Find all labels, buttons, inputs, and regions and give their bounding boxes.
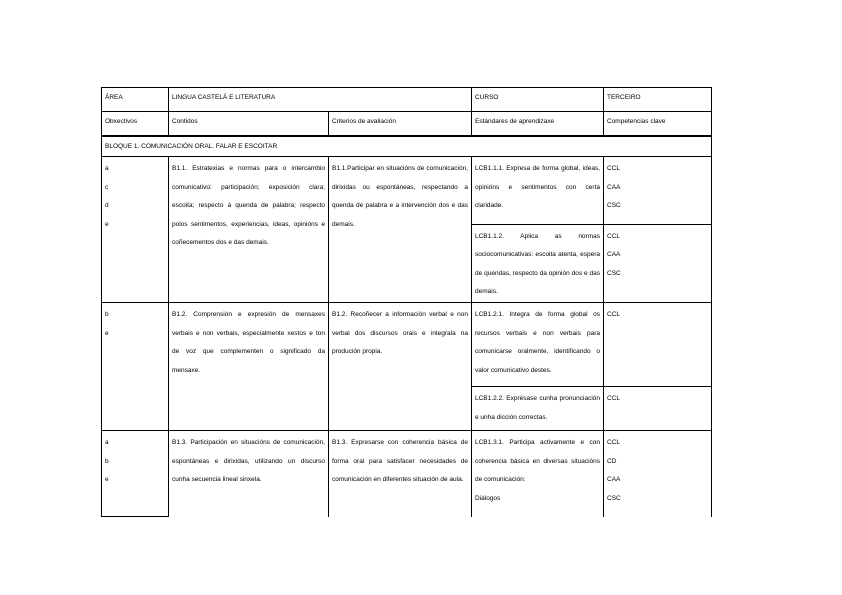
estandar-text: LCB1.1.1. Expresa de forma global, ideas, opinións e sentimentos con certa claridade. [472,157,604,224]
competencia-code: CCL [607,165,621,172]
competencia-code: CAA [607,183,621,191]
obxectivos-cell [102,157,169,302]
obxectivos-cell [102,431,169,517]
bloque-title: BLOQUE 1. COMUNICACIÓN ORAL. FALAR E ESCOITAR [105,143,278,150]
objective-letter: e [105,329,109,337]
criterios-cell: B1.1.Participar en situacións de comunicación, dirixidas ou espontáneas, respectando a quenda de palabra e a intervención dos e das demais. [329,157,472,302]
estandar-text: LCB1.1.2. Aplica as normas sociocomunicativas: escoita atenta, espera de quendas, respecto da opinión dos e das demais. [472,225,604,302]
competencia-code: CSC [607,202,621,209]
objective-letter: e [105,476,109,483]
estandar-subrow [472,303,711,387]
objective-letter: a [105,439,109,446]
competencias-cell [604,157,711,224]
area-value: LINGUA CASTELÁ E LITERATURA [169,88,472,111]
estandar-text: LCB1.2.2. Exprésase cunha pronunciación e unha dicción correctas. [472,387,604,430]
obxectivos-cell [102,303,169,430]
objective-letter: b [105,311,109,318]
competencia-code: CCL [607,439,621,446]
estandar-text-secondary: Diálogos [475,494,501,502]
objective-letter: d [105,202,109,209]
column-header-obxectivos: Obxectivos [102,112,169,135]
estandar-text: LCB1.2.1. Integra de forma global os recursos verbais e non verbais para comunicarse oralmente, identificando o valor comunicativo destes. [472,303,604,386]
table-header-row-area [102,88,711,112]
competencias-cell [604,387,711,430]
competencia-code: CD [607,457,617,465]
table-row-b1-2 [102,303,711,431]
curso-value: TERCEIRO [607,94,641,101]
estandar-subrow [472,157,711,225]
table-row-b1-1 [102,157,711,303]
estandares-competencias-group [472,157,711,302]
estandar-subrow [472,225,711,302]
column-header-competencias: Competencias clave [607,118,666,125]
table-row-b1-3 [102,431,711,517]
contidos-cell: B1.1. Estratexias e normas para o intercambio comunicativo: participación; exposición clara; escoita; respecto á quenda de palabra; respecto polos sentimentos, experiencias, ideas, opinións e coñecementos dos e das demais. [169,157,329,302]
column-header-contidos: Contidos [169,112,329,135]
estandares-competencias-group [472,303,711,430]
competencia-code: CAA [607,476,621,483]
column-header-criterios: Criterios de avaliación [329,112,472,135]
objective-letter: c [105,183,109,191]
curso-label: CURSO [472,88,604,111]
competencia-code: CCL [607,232,621,240]
estandar-cell [472,431,604,517]
estandar-subrow [472,431,711,517]
competencias-cell [604,303,711,386]
competencia-code: CCL [607,311,621,318]
objective-letter: e [105,220,109,228]
column-header-estandares: Estándares de aprendizaxe [472,112,604,135]
competencia-code: CAA [607,251,621,259]
contidos-cell: B1.2. Comprensión e expresión de mensaxes verbais e non verbais, especialmente xestos e ton de voz que complementen o significado da mensaxe. [169,303,329,430]
contidos-cell: B1.3. Participación en situacións de comunicación, espontáneas e dirixidas, utilizando un discurso cunha secuencia lineal sinxela. [169,431,329,517]
objective-letter: a [105,165,109,172]
competencia-code: CSC [607,494,621,502]
criterios-cell: B1.3. Expresarse con coherencia básica de forma oral para satisfacer necesidades de comunicación en diferentes situación de aula. [329,431,472,517]
competencias-cell [604,225,711,302]
table-header-row-columns [102,112,711,137]
curriculum-table [101,87,712,517]
competencias-cell [604,431,711,517]
estandar-text: LCB1.3.1. Participa activamente e con coherencia básica en diversas situacións de comunicación: [475,439,600,483]
competencia-code: CSC [607,269,621,277]
bloque-row [102,137,711,157]
competencia-code: CCL [607,395,621,403]
area-label: ÁREA [102,88,169,111]
estandares-competencias-group [472,431,711,517]
estandar-subrow [472,387,711,430]
criterios-cell: B1.2. Recoñecer a información verbal e non verbal dos discursos orais e integrala na produción propia. [329,303,472,430]
objective-letter: b [105,457,109,465]
